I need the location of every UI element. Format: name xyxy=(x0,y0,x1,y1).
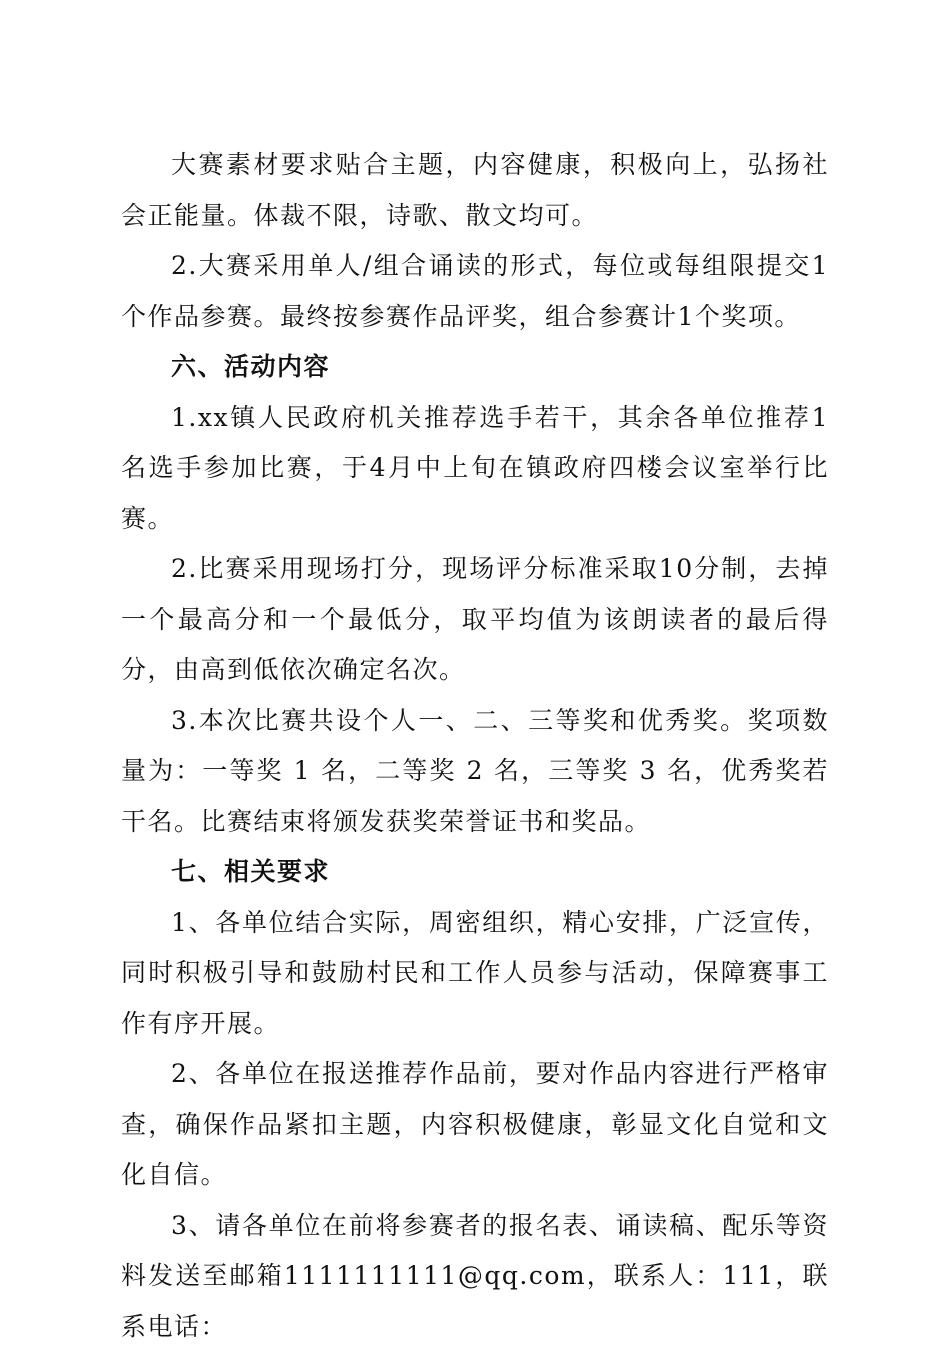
paragraph-content-review: 2、各单位在报送推荐作品前，要对作品内容进行严格审查，确保作品紧扣主题，内容积极健康，彰显文化自觉和文化自信。 xyxy=(121,1049,829,1201)
section-heading-requirements: 七、相关要求 xyxy=(121,847,829,898)
paragraph-contestant-recommendation: 1.xx镇人民政府机关推荐选手若干，其余各单位推荐1名选手参加比赛，于4月中上旬在镇政府四楼会议室举行比赛。 xyxy=(121,393,829,545)
paragraph-scoring-method: 2.比赛采用现场打分，现场评分标准采取10分制，去掉一个最高分和一个最低分，取平均值为该朗读者的最后得分，由高到低依次确定名次。 xyxy=(121,544,829,696)
document-body xyxy=(121,140,829,1352)
paragraph-material-requirements: 大赛素材要求贴合主题，内容健康，积极向上，弘扬社会正能量。体裁不限，诗歌、散文均可。 xyxy=(121,140,829,241)
section-heading-activity-content: 六、活动内容 xyxy=(121,342,829,393)
paragraph-organization: 1、各单位结合实际，周密组织，精心安排，广泛宣传，同时积极引导和鼓励村民和工作人员参与活动，保障赛事工作有序开展。 xyxy=(121,898,829,1050)
paragraph-awards: 3.本次比赛共设个人一、二、三等奖和优秀奖。奖项数量为：一等奖 1 名，二等奖 2 名，三等奖 3 名，优秀奖若干名。比赛结束将颁发获奖荣誉证书和奖品。 xyxy=(121,696,829,848)
paragraph-entry-format: 2.大赛采用单人/组合诵读的形式，每位或每组限提交1个作品参赛。最终按参赛作品评奖，组合参赛计1个奖项。 xyxy=(121,241,829,342)
paragraph-submission-contact: 3、请各单位在前将参赛者的报名表、诵读稿、配乐等资料发送至邮箱1111111111@qq.com，联系人：111，联系电话： xyxy=(121,1201,829,1352)
